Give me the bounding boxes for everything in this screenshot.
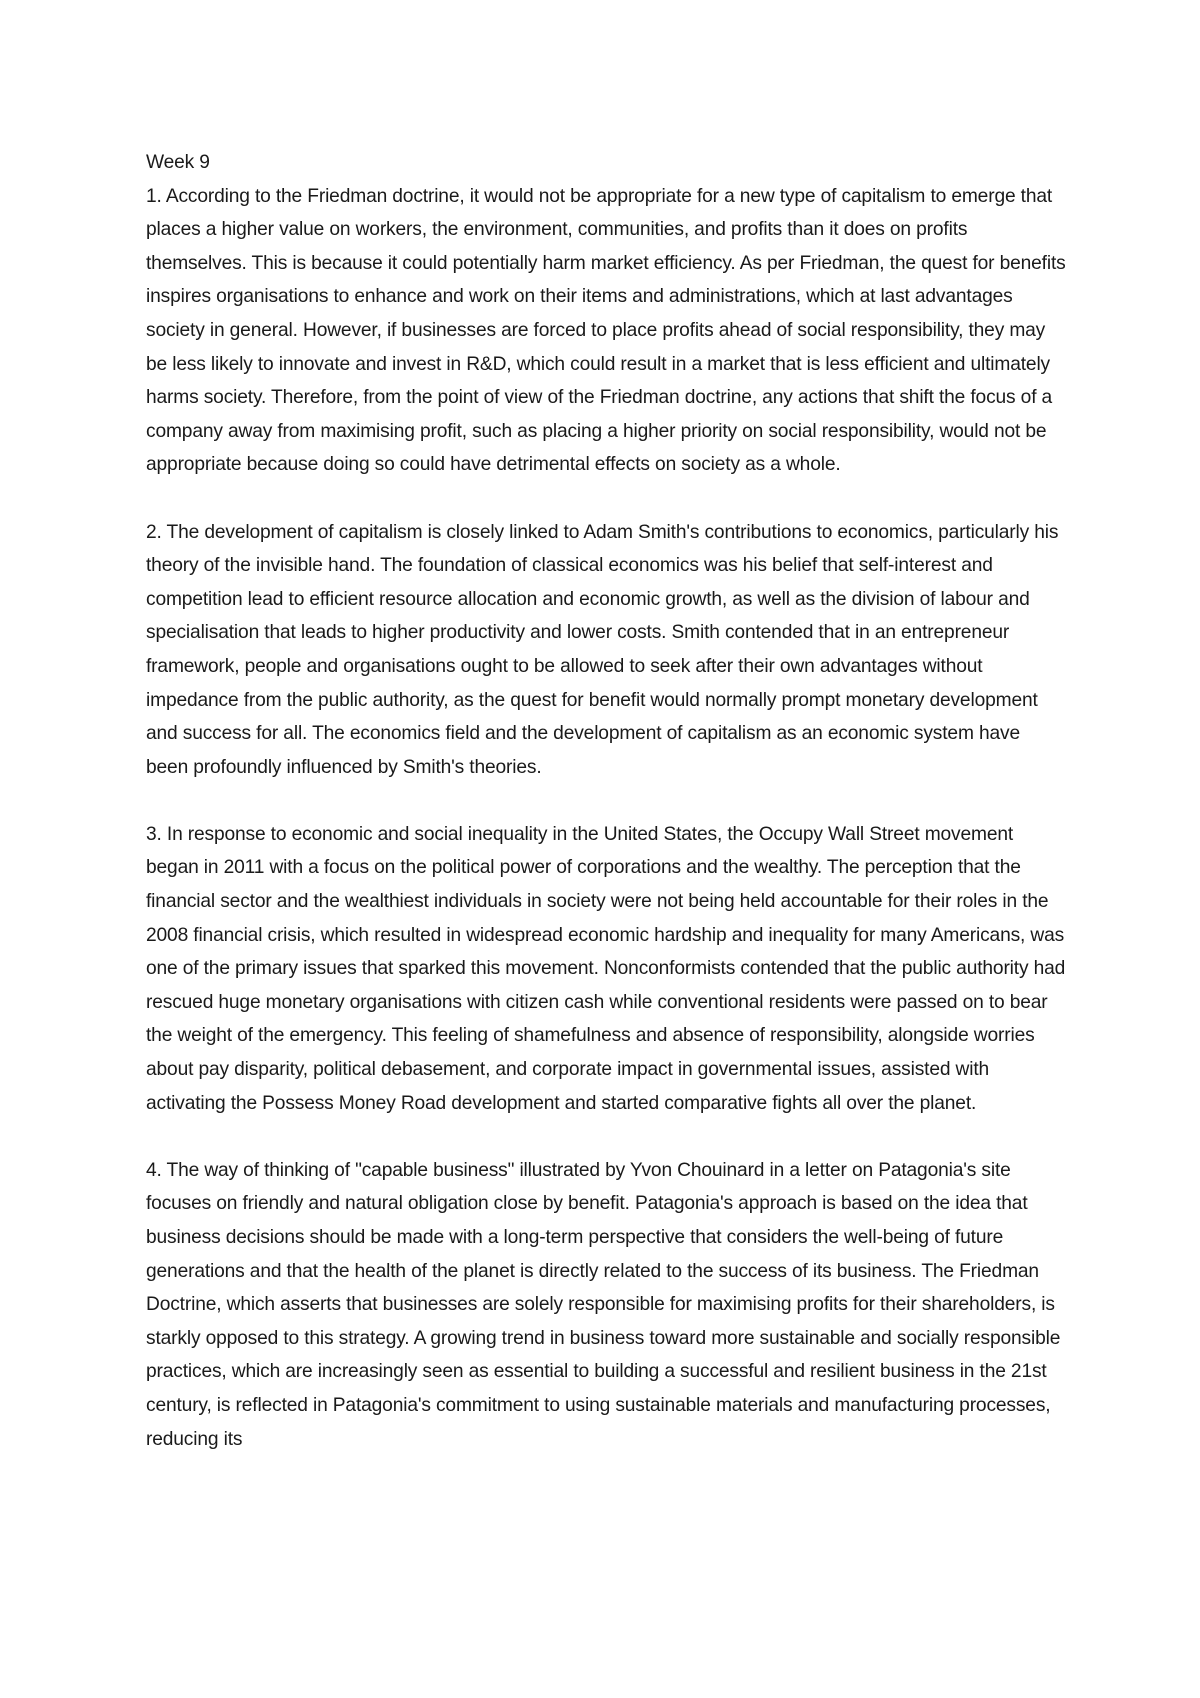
document-body: [146, 146, 1066, 1456]
paragraph-4: 4. The way of thinking of "capable business" illustrated by Yvon Chouinard in a letter on Patagonia's site focuses on friendly and natural obligation close by benefit. Patagonia's approach is based on the idea that business decisions should be made with a long-term perspective that considers the well-being of future generations and that the health of the planet is directly related to the success of its business. The Friedman Doctrine, which asserts that businesses are solely responsible for maximising profits for their shareholders, is starkly opposed to this strategy. A growing trend in business toward more sustainable and socially responsible practices, which are increasingly seen as essential to building a successful and resilient business in the 21st century, is reflected in Patagonia's commitment to using sustainable materials and manufacturing processes, reducing its: [146, 1159, 1061, 1450]
paragraph-3: 3. In response to economic and social inequality in the United States, the Occupy Wall Street movement began in 2011 with a focus on the political power of corporations and the wealthy. The perception that the financial sector and the wealthiest individuals in society were not being held accountable for their roles in the 2008 financial crisis, which resulted in widespread economic hardship and inequality for many Americans, was one of the primary issues that sparked this movement. Nonconformists contended that the public authority had rescued huge monetary organisations with citizen cash while conventional residents were passed on to bear the weight of the emergency. This feeling of shamefulness and absence of responsibility, alongside worries about pay disparity, political debasement, and corporate impact in governmental issues, assisted with activating the Possess Money Road development and started comparative fights all over the planet.: [146, 823, 1066, 1114]
document-title: Week 9: [146, 152, 210, 173]
paragraph-1: 1. According to the Friedman doctrine, it would not be appropriate for a new type of capitalism to emerge that places a higher value on workers, the environment, communities, and profits than it does on profits themselves. This is because it could potentially harm market efficiency. As per Friedman, the quest for benefits inspires organisations to enhance and work on their items and administrations, which at last advantages society in general. However, if businesses are forced to place profits ahead of social responsibility, they may be less likely to innovate and invest in R&D, which could result in a market that is less efficient and ultimately harms society. Therefore, from the point of view of the Friedman doctrine, any actions that shift the focus of a company away from maximising profit, such as placing a higher priority on social responsibility, would not be appropriate because doing so could have detrimental effects on society as a whole.: [146, 185, 1066, 476]
paragraph-2: 2. The development of capitalism is closely linked to Adam Smith's contributions to economics, particularly his theory of the invisible hand. The foundation of classical economics was his belief that self-interest and competition lead to efficient resource allocation and economic growth, as well as the division of labour and specialisation that leads to higher productivity and lower costs. Smith contended that in an entrepreneur framework, people and organisations ought to be allowed to seek after their own advantages without impedance from the public authority, as the quest for benefit would normally prompt monetary development and success for all. The economics field and the development of capitalism as an economic system have been profoundly influenced by Smith's theories.: [146, 521, 1059, 778]
